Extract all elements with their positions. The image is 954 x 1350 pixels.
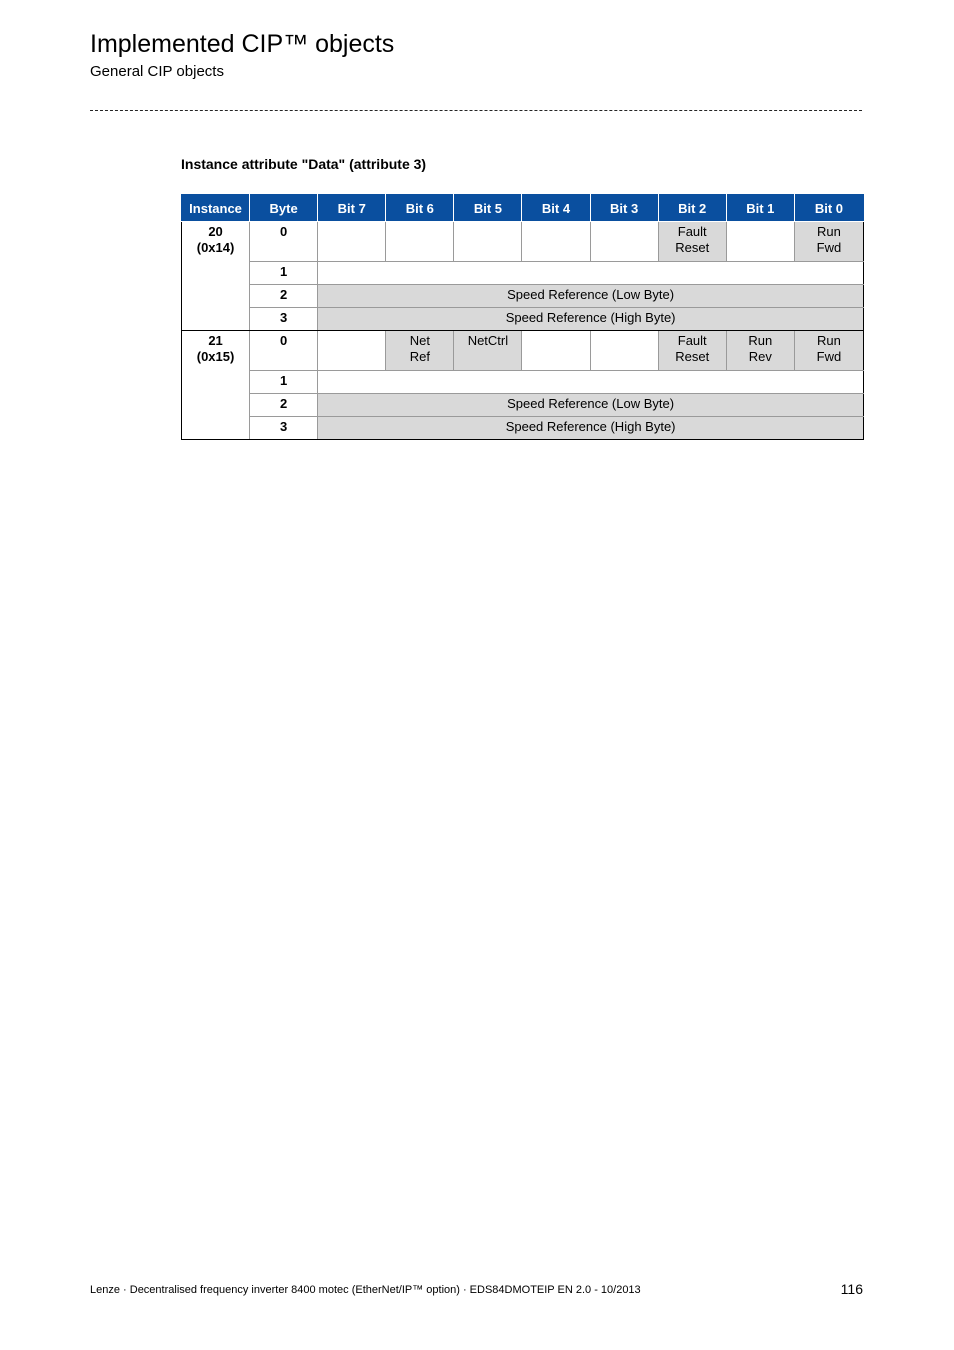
byte-cell: 2 <box>250 285 318 308</box>
table-row <box>182 308 864 331</box>
instance-hex: (0x15) <box>196 349 235 364</box>
bit-cell <box>454 222 522 262</box>
bit-cell: Net Ref <box>386 331 454 371</box>
instance-id: 20 <box>208 224 223 239</box>
instance-cell <box>182 222 250 331</box>
bit-cell <box>522 331 590 371</box>
page-subtitle: General CIP objects <box>90 63 224 80</box>
table-row <box>182 285 864 308</box>
bit-cell: NetCtrl <box>454 331 522 371</box>
instance-cell <box>182 331 250 440</box>
bit-cell <box>318 222 386 262</box>
bit-cell <box>590 331 658 371</box>
bit-cell <box>522 222 590 262</box>
byte-cell: 1 <box>250 371 318 394</box>
bit-cell <box>318 331 386 371</box>
table-row <box>182 417 864 440</box>
footer-text: Lenze · Decentralised frequency inverter 8400 motec (EtherNet/IP™ option) · EDS84DMOTEIP EN 2.0 - 10/2013 <box>90 1284 641 1296</box>
speed-ref-low-byte: Speed Reference (Low Byte) <box>318 394 864 417</box>
table-row <box>182 222 864 262</box>
byte-cell: 0 <box>250 331 318 371</box>
byte-cell: 1 <box>250 262 318 285</box>
col-header-bit2: Bit 2 <box>658 195 726 222</box>
bit-cell: Run Fwd <box>794 222 863 262</box>
table-row <box>182 394 864 417</box>
speed-ref-high-byte: Speed Reference (High Byte) <box>318 308 864 331</box>
bit-cell <box>386 222 454 262</box>
byte-cell: 2 <box>250 394 318 417</box>
table-row <box>182 371 864 394</box>
speed-ref-high-byte: Speed Reference (High Byte) <box>318 417 864 440</box>
instance-hex: (0x14) <box>196 240 235 255</box>
empty-byte-span <box>318 262 864 285</box>
section-heading: Instance attribute "Data" (attribute 3) <box>181 156 427 172</box>
instance-data-table <box>181 194 864 440</box>
col-header-byte: Byte <box>250 195 318 222</box>
table-header-row <box>182 195 864 222</box>
table-row <box>182 331 864 371</box>
bit-cell <box>590 222 658 262</box>
speed-ref-low-byte: Speed Reference (Low Byte) <box>318 285 864 308</box>
bit-cell: Fault Reset <box>658 222 726 262</box>
col-header-bit7: Bit 7 <box>318 195 386 222</box>
col-header-bit4: Bit 4 <box>522 195 590 222</box>
col-header-bit6: Bit 6 <box>386 195 454 222</box>
bit-cell <box>726 222 794 262</box>
col-header-bit0: Bit 0 <box>794 195 863 222</box>
page-title: Implemented CIP™ objects <box>90 30 395 58</box>
bit-cell: Run Rev <box>726 331 794 371</box>
instance-id: 21 <box>208 333 223 348</box>
col-header-instance: Instance <box>182 195 250 222</box>
bit-cell: Run Fwd <box>794 331 863 371</box>
col-header-bit3: Bit 3 <box>590 195 658 222</box>
table-row <box>182 262 864 285</box>
col-header-bit5: Bit 5 <box>454 195 522 222</box>
byte-cell: 3 <box>250 308 318 331</box>
col-header-bit1: Bit 1 <box>726 195 794 222</box>
byte-cell: 0 <box>250 222 318 262</box>
page-number: 116 <box>840 1281 863 1297</box>
empty-byte-span <box>318 371 864 394</box>
header-divider <box>90 110 862 111</box>
byte-cell: 3 <box>250 417 318 440</box>
bit-cell: Fault Reset <box>658 331 726 371</box>
